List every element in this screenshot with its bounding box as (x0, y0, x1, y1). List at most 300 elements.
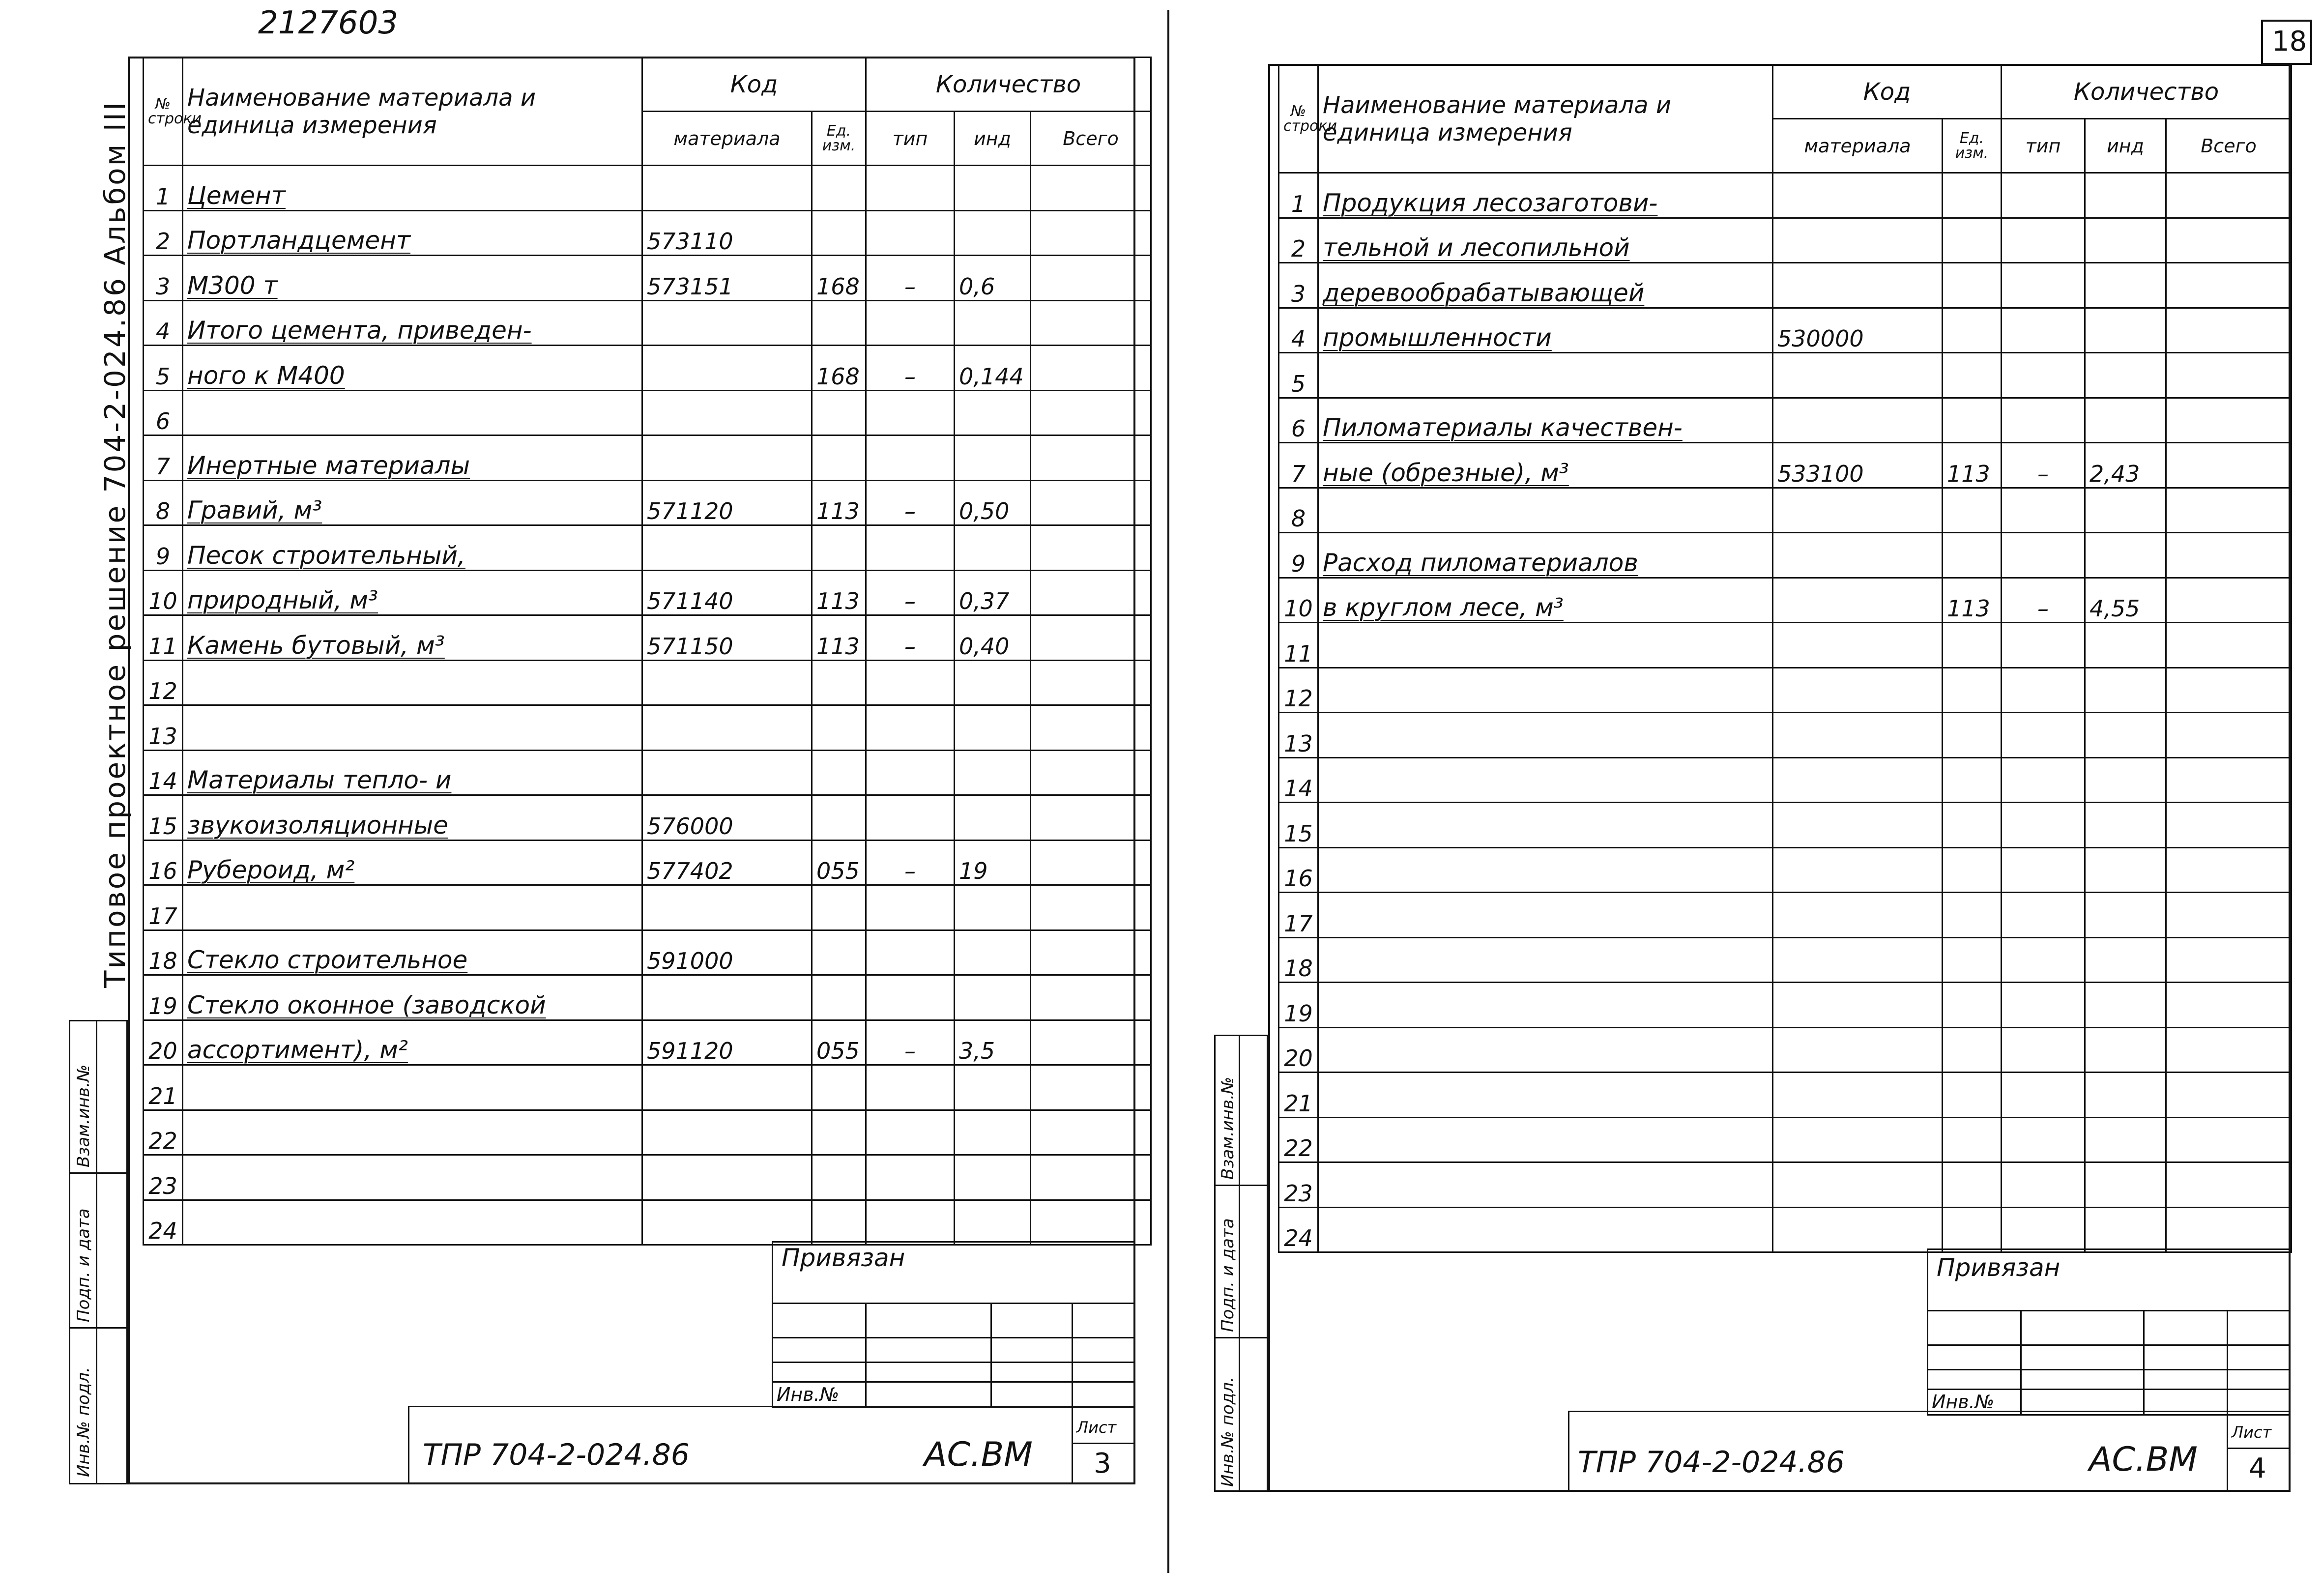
row-total (2166, 983, 2292, 1028)
row-name: М300 т (183, 256, 642, 301)
row-unit (812, 390, 866, 435)
row-name: Песок строительный, (183, 525, 642, 571)
row-total (1031, 1065, 1151, 1110)
row-type (866, 930, 955, 975)
row-name (1318, 847, 1773, 893)
row-unit (812, 300, 866, 346)
row-name (183, 1155, 642, 1200)
row-ind: 3,5 (955, 1020, 1031, 1065)
row-name: Камень бутовый, м³ (183, 615, 642, 661)
table-row (1279, 263, 2292, 308)
row-number: 24 (144, 1200, 183, 1245)
row-name (183, 660, 642, 705)
sheet-divider (1167, 10, 1169, 1573)
row-number: 4 (1279, 308, 1318, 353)
row-number: 21 (1279, 1073, 1318, 1118)
row-type: – (866, 480, 955, 525)
r-hdr-code-unit: Ед. изм. (1943, 119, 2002, 173)
table-row (1279, 983, 2292, 1028)
row-total (1031, 975, 1151, 1020)
row-code (1773, 667, 1943, 713)
row-number: 19 (1279, 983, 1318, 1028)
table-row (1279, 533, 2292, 578)
row-name: Итого цемента, приведен- (183, 300, 642, 346)
row-name: Гравий, м³ (183, 480, 642, 525)
row-ind (2085, 353, 2166, 398)
row-name: Продукция лесозаготови- (1318, 173, 1773, 218)
row-name (1318, 1073, 1773, 1118)
row-code (1773, 578, 1943, 623)
row-unit (812, 1065, 866, 1110)
row-code (642, 975, 812, 1020)
row-ind (2085, 173, 2166, 218)
row-code (642, 885, 812, 930)
table-row (144, 660, 1151, 705)
table-row (144, 570, 1151, 615)
row-number: 12 (144, 660, 183, 705)
row-unit (812, 525, 866, 571)
row-total (2166, 847, 2292, 893)
row-unit (812, 975, 866, 1020)
table-row (1279, 1117, 2292, 1162)
right-inv-no: Инв.№ (1932, 1391, 1995, 1413)
r-hdr-qty-type: тип (2002, 119, 2085, 173)
row-number: 10 (144, 570, 183, 615)
row-unit (1943, 757, 2002, 803)
row-type (866, 1200, 955, 1245)
row-name (1318, 667, 1773, 713)
row-type (866, 975, 955, 1020)
r-hdr-code: Код (1773, 65, 2002, 119)
row-type (866, 660, 955, 705)
row-name: Стекло оконное (заводской (183, 975, 642, 1020)
hdr-qty-type: тип (866, 112, 955, 166)
row-ind (2085, 533, 2166, 578)
row-name (1318, 488, 1773, 533)
table-row (1279, 308, 2292, 353)
row-type (866, 300, 955, 346)
row-code: 533100 (1773, 443, 1943, 488)
row-ind (955, 795, 1031, 841)
row-code: 571120 (642, 480, 812, 525)
row-type (2002, 353, 2085, 398)
row-unit (812, 930, 866, 975)
row-ind (2085, 1117, 2166, 1162)
table-row (144, 525, 1151, 571)
row-total (2166, 488, 2292, 533)
row-type (866, 795, 955, 841)
row-code (1773, 623, 1943, 668)
row-number: 9 (144, 525, 183, 571)
row-name (1318, 623, 1773, 668)
row-code (1773, 218, 1943, 263)
table-row (1279, 443, 2292, 488)
row-total (2166, 218, 2292, 263)
row-ind (2085, 893, 2166, 938)
table-row (1279, 398, 2292, 443)
row-ind (2085, 398, 2166, 443)
row-number: 7 (144, 435, 183, 481)
row-ind (955, 1200, 1031, 1245)
row-ind (2085, 667, 2166, 713)
table-row (1279, 173, 2292, 218)
row-unit (1943, 983, 2002, 1028)
row-code: 591120 (642, 1020, 812, 1065)
row-unit: 055 (812, 1020, 866, 1065)
row-type (866, 435, 955, 481)
row-code (1773, 398, 1943, 443)
row-number: 14 (1279, 757, 1318, 803)
right-privyazan-label: Привязан (1937, 1253, 2061, 1282)
table-row (144, 300, 1151, 346)
row-total (1031, 390, 1151, 435)
row-number: 23 (1279, 1162, 1318, 1208)
hdr-row-no: № строки (144, 58, 183, 166)
row-unit: 168 (812, 346, 866, 391)
row-number: 24 (1279, 1207, 1318, 1252)
row-code (1773, 1027, 1943, 1073)
row-unit (1943, 847, 2002, 893)
left-privyazan-label: Привязан (782, 1244, 905, 1272)
row-ind (2085, 1073, 2166, 1118)
row-type (2002, 533, 2085, 578)
row-name (183, 705, 642, 751)
row-name: звукоизоляционные (183, 795, 642, 841)
row-number: 10 (1279, 578, 1318, 623)
row-ind (2085, 1162, 2166, 1208)
row-ind (2085, 218, 2166, 263)
row-type (2002, 893, 2085, 938)
row-total (2166, 1027, 2292, 1073)
row-unit (812, 660, 866, 705)
row-total (2166, 1162, 2292, 1208)
row-name (1318, 1027, 1773, 1073)
table-row (1279, 803, 2292, 848)
row-total (2166, 308, 2292, 353)
table-row (144, 795, 1151, 841)
table-row (1279, 218, 2292, 263)
row-type (866, 750, 955, 795)
row-type (2002, 263, 2085, 308)
row-code (1773, 893, 1943, 938)
row-number: 5 (1279, 353, 1318, 398)
hdr-code-unit: Ед. изм. (812, 112, 866, 166)
row-total (2166, 893, 2292, 938)
left-spec-table (143, 57, 1152, 1246)
table-row (1279, 713, 2292, 758)
row-ind (955, 975, 1031, 1020)
row-ind (2085, 308, 2166, 353)
row-code (1773, 353, 1943, 398)
row-code (1773, 173, 1943, 218)
row-name (183, 1200, 642, 1245)
table-row (144, 885, 1151, 930)
row-type (866, 705, 955, 751)
row-ind (2085, 757, 2166, 803)
row-name: в круглом лесе, м³ (1318, 578, 1773, 623)
table-row (144, 435, 1151, 481)
table-row (144, 480, 1151, 525)
row-unit (1943, 623, 2002, 668)
row-total (1031, 525, 1151, 571)
row-number: 22 (144, 1110, 183, 1155)
right-sheet-label: Лист (2232, 1423, 2272, 1442)
row-number: 16 (1279, 847, 1318, 893)
row-unit (812, 1155, 866, 1200)
row-code: 571150 (642, 615, 812, 661)
table-row (144, 975, 1151, 1020)
row-unit: 113 (812, 615, 866, 661)
row-unit (1943, 1027, 2002, 1073)
row-code (642, 1155, 812, 1200)
row-ind: 0,144 (955, 346, 1031, 391)
row-total (1031, 435, 1151, 481)
row-type (2002, 623, 2085, 668)
row-code: 576000 (642, 795, 812, 841)
table-row (144, 1020, 1151, 1065)
table-row (1279, 623, 2292, 668)
row-ind (955, 166, 1031, 211)
row-unit (1943, 218, 2002, 263)
row-total (1031, 300, 1151, 346)
row-number: 8 (144, 480, 183, 525)
row-ind (955, 750, 1031, 795)
row-type (2002, 713, 2085, 758)
row-name: Рубероид, м² (183, 840, 642, 885)
row-type (2002, 1162, 2085, 1208)
row-number: 9 (1279, 533, 1318, 578)
table-row (144, 930, 1151, 975)
r-hdr-name: Наименование материала и единица измерения (1318, 65, 1773, 173)
row-type (2002, 218, 2085, 263)
r-stamp-vzam-inv: Взам.инв.№ (1218, 1076, 1238, 1180)
r-hdr-qty-ind: инд (2085, 119, 2166, 173)
row-number: 2 (1279, 218, 1318, 263)
row-type (2002, 803, 2085, 848)
row-total (2166, 713, 2292, 758)
row-type: – (866, 840, 955, 885)
row-unit (812, 750, 866, 795)
hdr-qty-ind: инд (955, 112, 1031, 166)
row-code (642, 435, 812, 481)
row-name (183, 390, 642, 435)
row-ind (955, 1155, 1031, 1200)
row-type: – (866, 346, 955, 391)
row-code (1773, 713, 1943, 758)
table-row (1279, 757, 2292, 803)
row-name (1318, 937, 1773, 983)
row-name: Цемент (183, 166, 642, 211)
row-type (2002, 488, 2085, 533)
row-type (866, 166, 955, 211)
row-number: 21 (144, 1065, 183, 1110)
row-unit (1943, 1073, 2002, 1118)
row-total (1031, 570, 1151, 615)
table-row (1279, 1162, 2292, 1208)
row-unit (1943, 667, 2002, 713)
row-type (2002, 1073, 2085, 1118)
row-code (1773, 1073, 1943, 1118)
table-row (144, 1110, 1151, 1155)
left-sheet-label: Лист (1076, 1418, 1117, 1437)
row-name: Пиломатериалы качествен- (1318, 398, 1773, 443)
row-number: 17 (144, 885, 183, 930)
row-code: 530000 (1773, 308, 1943, 353)
row-unit (812, 435, 866, 481)
row-ind (2085, 713, 2166, 758)
table-row (1279, 1073, 2292, 1118)
row-number: 15 (144, 795, 183, 841)
row-number: 11 (144, 615, 183, 661)
row-total (2166, 173, 2292, 218)
row-number: 17 (1279, 893, 1318, 938)
table-row (1279, 847, 2292, 893)
row-ind (955, 210, 1031, 256)
row-ind (2085, 847, 2166, 893)
row-number: 11 (1279, 623, 1318, 668)
row-number: 20 (144, 1020, 183, 1065)
row-unit: 113 (1943, 443, 2002, 488)
stamp-podp-data: Подп. и дата (74, 1208, 93, 1322)
row-type (2002, 667, 2085, 713)
table-row (1279, 893, 2292, 938)
row-name: тельной и лесопильной (1318, 218, 1773, 263)
row-total (2166, 1073, 2292, 1118)
row-unit (812, 1110, 866, 1155)
row-ind: 0,37 (955, 570, 1031, 615)
row-total (1031, 166, 1151, 211)
row-total (1031, 256, 1151, 301)
row-number: 6 (1279, 398, 1318, 443)
row-unit: 055 (812, 840, 866, 885)
row-number: 22 (1279, 1117, 1318, 1162)
row-unit (1943, 1117, 2002, 1162)
row-number: 8 (1279, 488, 1318, 533)
row-unit (1943, 1207, 2002, 1252)
row-code (642, 660, 812, 705)
row-ind: 19 (955, 840, 1031, 885)
right-doc-code: ТПР 704-2-024.86 (1578, 1445, 1845, 1480)
row-name (1318, 757, 1773, 803)
row-code (642, 346, 812, 391)
row-number: 13 (144, 705, 183, 751)
row-total (2166, 1117, 2292, 1162)
row-ind (2085, 803, 2166, 848)
row-ind (955, 1110, 1031, 1155)
row-type: – (866, 570, 955, 615)
row-unit (1943, 937, 2002, 983)
row-ind (955, 705, 1031, 751)
row-name: промышленности (1318, 308, 1773, 353)
table-row (144, 615, 1151, 661)
row-total (1031, 1155, 1151, 1200)
row-code (1773, 263, 1943, 308)
row-name: Расход пиломатериалов (1318, 533, 1773, 578)
row-total (1031, 1020, 1151, 1065)
table-row (144, 705, 1151, 751)
row-type (866, 1155, 955, 1200)
row-unit (1943, 173, 2002, 218)
row-number: 13 (1279, 713, 1318, 758)
row-code (642, 1065, 812, 1110)
row-unit (812, 795, 866, 841)
row-type (2002, 398, 2085, 443)
row-type (2002, 847, 2085, 893)
row-ind (2085, 983, 2166, 1028)
row-number: 1 (1279, 173, 1318, 218)
row-ind (2085, 1207, 2166, 1252)
row-number: 15 (1279, 803, 1318, 848)
row-name: ные (обрезные), м³ (1318, 443, 1773, 488)
row-total (2166, 757, 2292, 803)
row-unit (812, 166, 866, 211)
row-total (2166, 353, 2292, 398)
row-type (866, 885, 955, 930)
row-total (1031, 480, 1151, 525)
row-type: – (2002, 443, 2085, 488)
row-type: – (866, 256, 955, 301)
row-ind (2085, 263, 2166, 308)
table-row (144, 1155, 1151, 1200)
row-type (866, 1065, 955, 1110)
row-total (1031, 346, 1151, 391)
row-ind (955, 435, 1031, 481)
row-name (1318, 893, 1773, 938)
row-type (2002, 937, 2085, 983)
left-inv-no: Инв.№ (777, 1384, 840, 1405)
row-unit (1943, 893, 2002, 938)
row-number: 12 (1279, 667, 1318, 713)
row-code: 573151 (642, 256, 812, 301)
row-total (1031, 615, 1151, 661)
table-row (1279, 578, 2292, 623)
row-total (2166, 937, 2292, 983)
row-code (642, 166, 812, 211)
row-code (642, 300, 812, 346)
row-code (642, 390, 812, 435)
row-name (183, 1065, 642, 1110)
table-row (144, 166, 1151, 211)
row-unit (1943, 353, 2002, 398)
row-type (2002, 308, 2085, 353)
row-ind (2085, 1027, 2166, 1073)
row-name: Стекло строительное (183, 930, 642, 975)
row-unit (1943, 398, 2002, 443)
row-total (1031, 750, 1151, 795)
row-code: 591000 (642, 930, 812, 975)
table-row (144, 1065, 1151, 1110)
row-number: 3 (144, 256, 183, 301)
table-row (1279, 353, 2292, 398)
row-ind (955, 525, 1031, 571)
row-number: 7 (1279, 443, 1318, 488)
row-unit (812, 210, 866, 256)
doc-number: 2127603 (258, 5, 399, 41)
row-type: – (2002, 578, 2085, 623)
row-type: – (866, 615, 955, 661)
row-total (1031, 210, 1151, 256)
row-ind (955, 885, 1031, 930)
right-spec-table (1278, 64, 2292, 1253)
row-code (1773, 937, 1943, 983)
row-type (866, 1110, 955, 1155)
stamp-inv-podl: Инв.№ подл. (74, 1367, 93, 1477)
table-row (1279, 667, 2292, 713)
row-ind (955, 660, 1031, 705)
row-type (866, 525, 955, 571)
page-number: 18 (2272, 26, 2307, 58)
row-unit (1943, 803, 2002, 848)
